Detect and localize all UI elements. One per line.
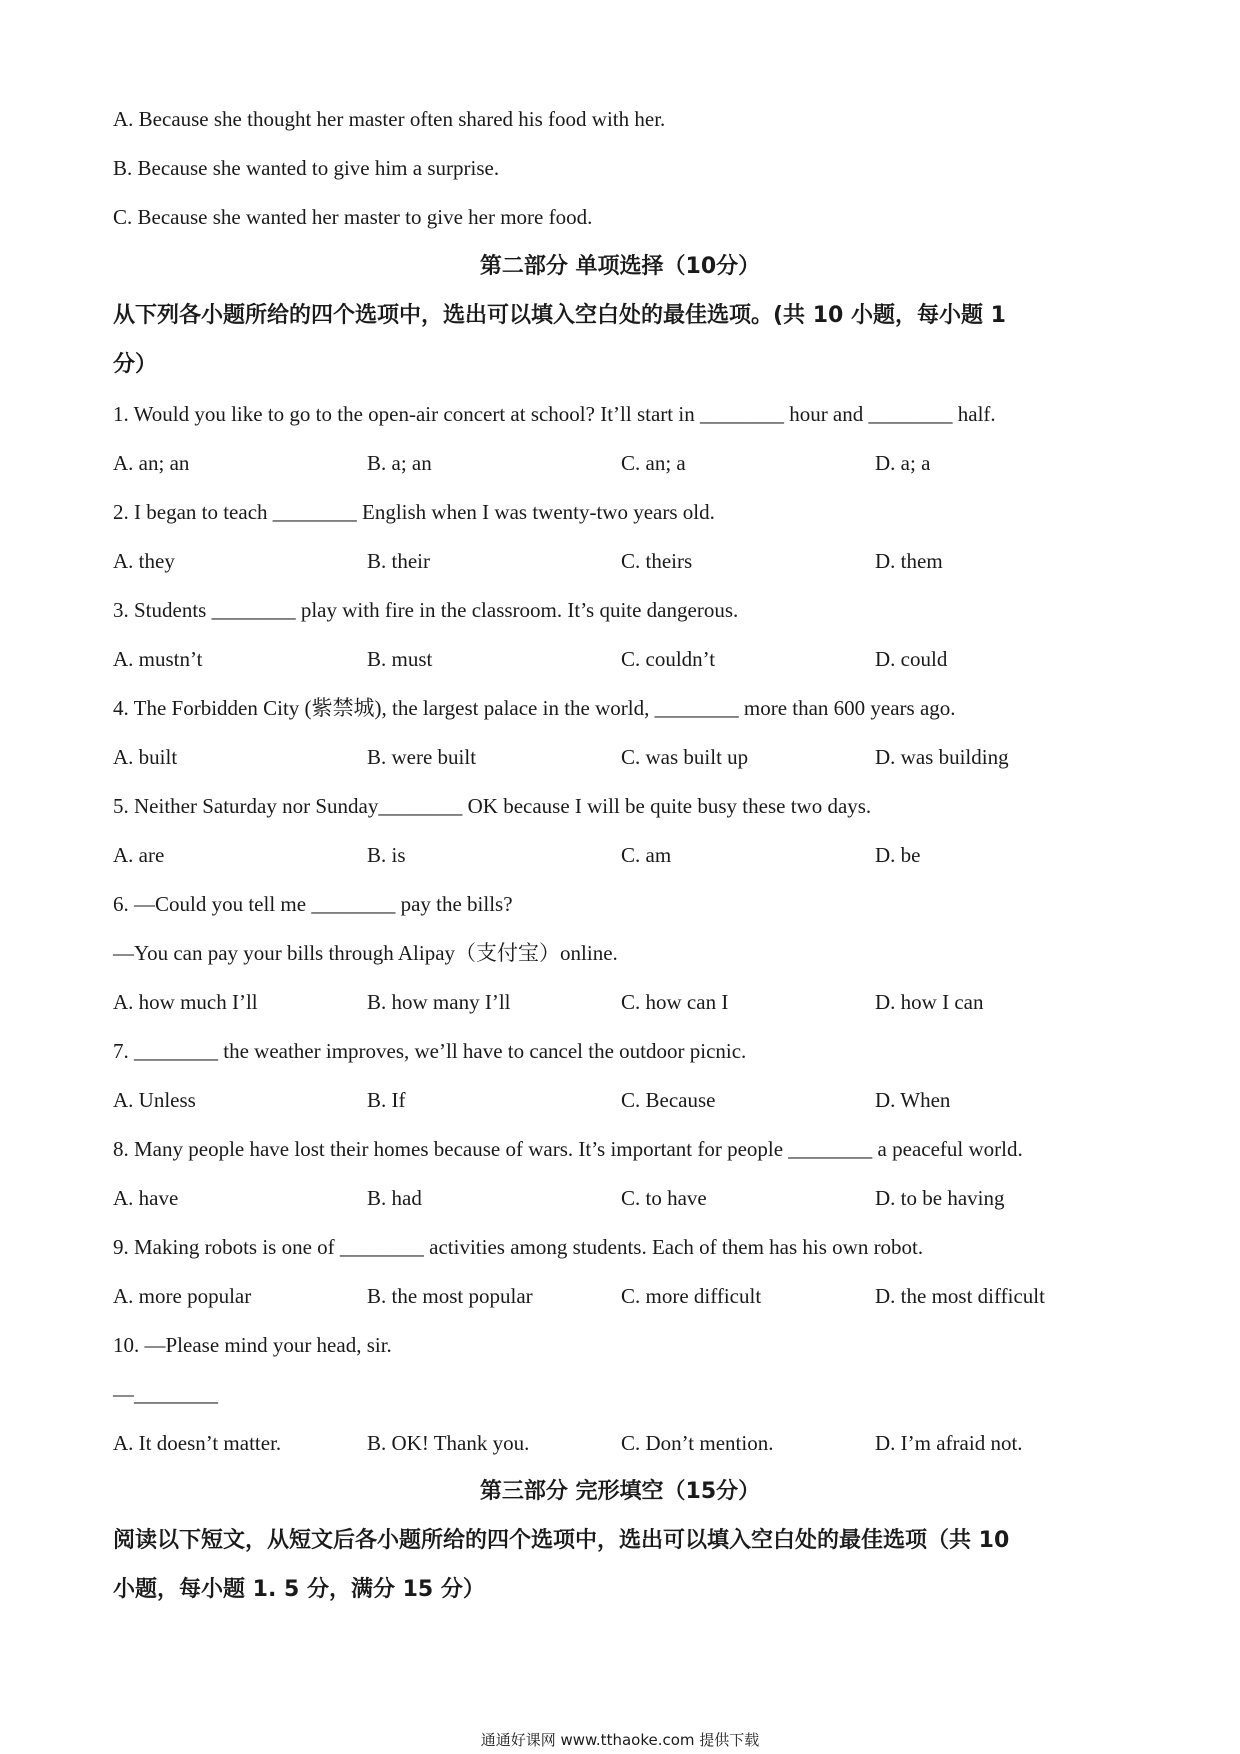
q6-option-c: C. how can I bbox=[621, 990, 729, 1014]
part3-instruction-line1: 阅读以下短文，从短文后各小题所给的四个选项中，选出可以填入空白处的最佳选项（共 10 bbox=[113, 1528, 1010, 1553]
prev-option-c: C. Because she wanted her master to give her more food. bbox=[113, 205, 593, 229]
q1-option-b: B. a; an bbox=[367, 451, 432, 475]
question-8-options bbox=[113, 1183, 1133, 1213]
question-6-stem: 6. —Could you tell me ________ pay the bills? bbox=[113, 892, 513, 916]
q10-option-c: C. Don’t mention. bbox=[621, 1431, 774, 1455]
q4-option-b: B. were built bbox=[367, 745, 477, 769]
q6-option-d: D. how I can bbox=[875, 990, 984, 1014]
q8-option-c: C. to have bbox=[621, 1186, 707, 1210]
q4-option-c: C. was built up bbox=[621, 745, 749, 769]
question-9-options bbox=[113, 1281, 1133, 1311]
question-6-options bbox=[113, 987, 1133, 1017]
part3-heading: 第三部分 完形填空（15分） bbox=[479, 1479, 761, 1504]
q10-option-d: D. I’m afraid not. bbox=[875, 1431, 1023, 1455]
q2-option-d: D. them bbox=[875, 549, 943, 573]
q9-option-c: C. more difficult bbox=[621, 1284, 762, 1308]
part2-instruction-line2: 分） bbox=[113, 352, 158, 377]
question-1-stem: 1. Would you like to go to the open-air concert at school? It’ll start in ________ hour and ________ half. bbox=[113, 402, 996, 426]
question-9-stem: 9. Making robots is one of ________ activities among students. Each of them has his own robot. bbox=[113, 1235, 924, 1259]
question-3-stem: 3. Students ________ play with fire in the classroom. It’s quite dangerous. bbox=[113, 598, 739, 622]
q1-option-a: A. an; an bbox=[113, 451, 190, 475]
q7-option-d: D. When bbox=[875, 1088, 951, 1112]
question-10-reply: —________ bbox=[113, 1382, 218, 1406]
q5-option-c: C. am bbox=[621, 843, 672, 867]
prev-option-b: B. Because she wanted to give him a surprise. bbox=[113, 156, 500, 180]
q5-option-a: A. are bbox=[113, 843, 165, 867]
prev-option-a: A. Because she thought her master often shared his food with her. bbox=[113, 107, 666, 131]
q9-option-a: A. more popular bbox=[113, 1284, 252, 1308]
q2-option-b: B. their bbox=[367, 549, 430, 573]
q7-option-a: A. Unless bbox=[113, 1088, 196, 1112]
q9-option-d: D. the most difficult bbox=[875, 1284, 1045, 1308]
question-2-stem: 2. I began to teach ________ English when I was twenty-two years old. bbox=[113, 500, 715, 524]
part3-instruction-line2: 小题，每小题 1. 5 分，满分 15 分） bbox=[113, 1577, 485, 1602]
footer-source: 通通好课网 www.tthaoke.com 提供下载 bbox=[480, 1731, 760, 1749]
q10-option-a: A. It doesn’t matter. bbox=[113, 1431, 282, 1455]
part2-instruction-line1: 从下列各小题所给的四个选项中，选出可以填入空白处的最佳选项。(共 10 小题，每小题 1 bbox=[113, 303, 1006, 328]
q7-option-c: C. Because bbox=[621, 1088, 716, 1112]
q5-option-d: D. be bbox=[875, 843, 921, 867]
q8-option-b: B. had bbox=[367, 1186, 422, 1210]
question-7-options bbox=[113, 1085, 1133, 1115]
question-4-options bbox=[113, 742, 1133, 772]
question-4-stem: 4. The Forbidden City (紫禁城), the largest palace in the world, ________ more than 600 years ago. bbox=[113, 696, 956, 720]
q3-option-c: C. couldn’t bbox=[621, 647, 716, 671]
q6-option-b: B. how many I’ll bbox=[367, 990, 511, 1014]
question-7-stem: 7. ________ the weather improves, we’ll have to cancel the outdoor picnic. bbox=[113, 1039, 747, 1063]
q9-option-b: B. the most popular bbox=[367, 1284, 533, 1308]
q8-option-d: D. to be having bbox=[875, 1186, 1005, 1210]
part2-heading: 第二部分 单项选择（10分） bbox=[479, 254, 761, 279]
q8-option-a: A. have bbox=[113, 1186, 179, 1210]
question-5-stem: 5. Neither Saturday nor Sunday________ OK because I will be quite busy these two days. bbox=[113, 794, 872, 818]
q1-option-d: D. a; a bbox=[875, 451, 931, 475]
q3-option-b: B. must bbox=[367, 647, 433, 671]
q2-option-c: C. theirs bbox=[621, 549, 693, 573]
question-5-options bbox=[113, 840, 1133, 870]
question-2-options bbox=[113, 546, 1133, 576]
q4-option-d: D. was building bbox=[875, 745, 1009, 769]
question-10-stem: 10. —Please mind your head, sir. bbox=[113, 1333, 392, 1357]
q5-option-b: B. is bbox=[367, 843, 406, 867]
q4-option-a: A. built bbox=[113, 745, 178, 769]
q3-option-a: A. mustn’t bbox=[113, 647, 203, 671]
q3-option-d: D. could bbox=[875, 647, 948, 671]
question-6-reply: —You can pay your bills through Alipay（支付宝）online. bbox=[113, 941, 618, 965]
q6-option-a: A. how much I’ll bbox=[113, 990, 258, 1014]
question-10-options bbox=[113, 1428, 1133, 1458]
q2-option-a: A. they bbox=[113, 549, 175, 573]
question-1-options bbox=[113, 448, 1133, 478]
q7-option-b: B. If bbox=[367, 1088, 406, 1112]
question-8-stem: 8. Many people have lost their homes because of wars. It’s important for people ________ a peaceful world. bbox=[113, 1137, 1023, 1161]
q10-option-b: B. OK! Thank you. bbox=[367, 1431, 530, 1455]
q1-option-c: C. an; a bbox=[621, 451, 686, 475]
question-3-options bbox=[113, 644, 1133, 674]
